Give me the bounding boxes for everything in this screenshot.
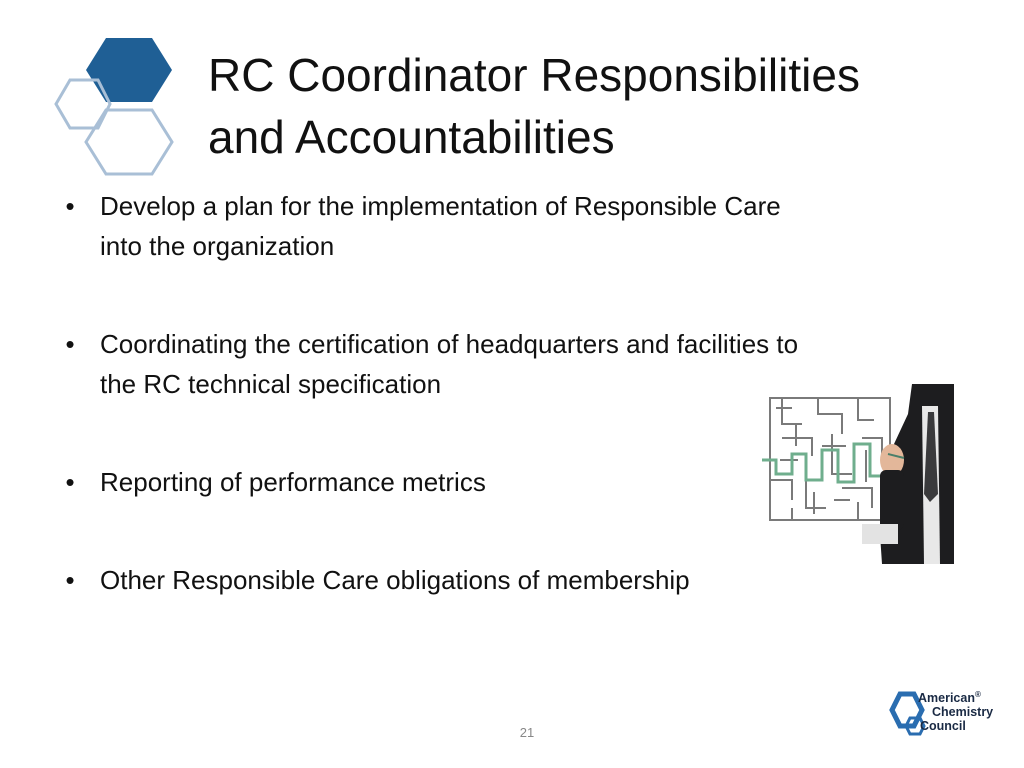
bullet-text-line: into the organization [100,231,335,261]
title-line-1: RC Coordinator Responsibilities [208,49,860,101]
outline-hexagon-bottom [86,110,172,174]
bullet-text-line: Other Responsible Care obligations of membership [100,565,690,595]
outline-hexagon-left [56,80,110,128]
maze-walls [770,398,890,520]
bullet-text-line: the RC technical specification [100,369,442,399]
bullet-text-line: Reporting of performance metrics [100,467,486,497]
title-line-2: and Accountabilities [208,111,615,163]
page-number: 21 [519,725,535,740]
businessman-figure [862,384,954,564]
bullet-text-line: Develop a plan for the implementation of Responsible Care [100,191,781,221]
logo-text-council: Council [920,719,966,734]
maze-businessman-illustration [762,384,954,564]
slide-title [208,44,988,168]
logo-wordmark [918,688,993,733]
bullet-icon: • [65,329,75,359]
logo-registered-mark: ® [974,690,981,699]
bullet-icon: • [65,467,75,497]
bullet-text-line: Coordinating the certification of headquarters and facilities to [100,329,799,359]
bullet-icon: • [65,191,75,221]
bullet-icon: • [65,565,75,595]
list-item [60,560,970,600]
hexagon-cluster-icon [48,32,178,182]
logo-text-chemistry: Chemistry [932,705,994,720]
logo-text-american: American [918,691,975,706]
filled-hexagon [86,38,172,102]
list-item [60,186,970,266]
